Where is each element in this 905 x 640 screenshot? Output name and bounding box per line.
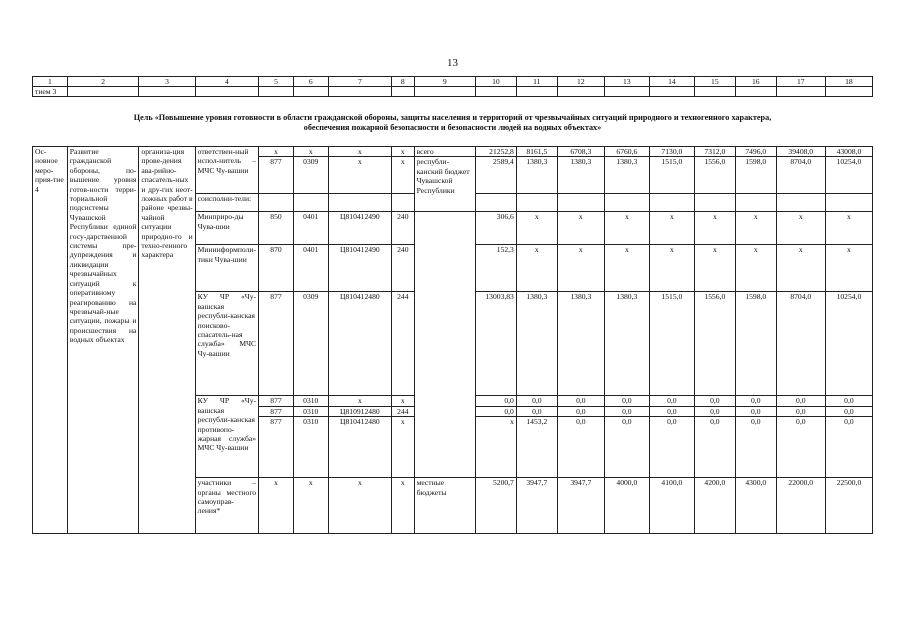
co-executors-label: соисполни-тели: [195,194,258,212]
column-number-row [33,77,873,87]
code-cell: Ц810412490 [328,245,391,292]
page-number: 13 [447,57,458,69]
value-cell: х [694,245,735,292]
code-cell: 240 [392,245,415,292]
value-cell: 4000,0 [604,478,649,534]
code-cell: Ц810412480 [328,292,391,396]
value-cell: 8704,0 [776,157,825,194]
code-cell: 244 [392,292,415,396]
value-cell: 0,0 [735,396,776,406]
value-cell: 21252,8 [475,147,516,157]
source-republic: республи-канский бюджет Чувашской Республики [414,157,475,212]
value-cell: х [604,245,649,292]
value-cell: 0,0 [735,406,776,416]
code-cell: Ц810412480 [328,417,391,478]
source-total: всего [414,147,475,157]
event-type: Ос-новное меро-прия-тие 4 [33,147,68,534]
code-cell: х [293,478,328,534]
code-cell: х [392,478,415,534]
value-cell: 43008,0 [825,147,872,157]
column-number: 1 [33,77,68,87]
value-cell: 22000,0 [776,478,825,534]
code-cell: 244 [392,406,415,416]
column-number: 2 [67,77,139,87]
value-cell: 10254,0 [825,157,872,194]
value-cell: 0,0 [557,396,604,406]
value-cell: х [735,212,776,245]
value-cell: х [649,245,694,292]
value-cell: 4200,0 [694,478,735,534]
value-cell: 1380,3 [604,157,649,194]
code-cell: 850 [259,212,294,245]
value-cell: 0,0 [516,396,557,406]
value-cell: 0,0 [604,406,649,416]
value-cell: 1598,0 [735,157,776,194]
value-cell: 1380,3 [604,292,649,396]
value-cell: 1453,2 [516,417,557,478]
value-cell: 1380,3 [557,157,604,194]
value-cell: 0,0 [825,406,872,416]
value-cell: 0,0 [694,406,735,416]
header-table [32,76,873,97]
column-number: 5 [259,77,294,87]
value-cell: х [649,212,694,245]
value-cell: 7496,0 [735,147,776,157]
value-cell: 39408,0 [776,147,825,157]
value-cell: х [825,212,872,245]
value-cell: 0,0 [475,396,516,406]
code-cell: 0310 [293,406,328,416]
value-cell: 1515,0 [649,292,694,396]
value-cell: 1556,0 [694,157,735,194]
value-cell: 0,0 [649,406,694,416]
value-cell: 13003,83 [475,292,516,396]
column-number: 14 [649,77,694,87]
main-table [32,146,873,534]
value-cell: 8704,0 [776,292,825,396]
value-cell: х [776,245,825,292]
source-local: местные бюджеты [414,478,475,534]
value-cell: 0,0 [516,406,557,416]
value-cell: 1598,0 [735,292,776,396]
value-cell: х [735,245,776,292]
value-cell: 5200,7 [475,478,516,534]
code-cell: 0310 [293,396,328,406]
code-cell: 0401 [293,245,328,292]
participants-local: участники – органы местного самоуправ-ления* [195,478,258,534]
value-cell: 152,3 [475,245,516,292]
goal-heading [32,113,873,133]
value-cell: 7312,0 [694,147,735,157]
value-cell: 1380,3 [557,292,604,396]
value-cell: 4300,0 [735,478,776,534]
value-cell: 0,0 [604,417,649,478]
value-cell: 6760,6 [604,147,649,157]
value-cell: 3947,7 [516,478,557,534]
code-cell: 877 [259,417,294,478]
column-number: 17 [776,77,825,87]
value-cell: 1380,3 [516,157,557,194]
value-cell: 0,0 [649,417,694,478]
code-cell: 240 [392,212,415,245]
column-number: 10 [475,77,516,87]
column-number: 7 [328,77,391,87]
value-cell: 8161,5 [516,147,557,157]
code-cell: х [392,417,415,478]
responsible-executor: ответствен-ный испол-нитель – МЧС Чу-вашии [195,147,258,194]
value-cell: 6708,3 [557,147,604,157]
code-cell: 877 [259,292,294,396]
goal-line-2: обеспечения пожарной безопасности и безопасности людей на водных объектах» [303,123,602,132]
code-cell: х [328,396,391,406]
column-number: 8 [392,77,415,87]
value-cell: 0,0 [735,417,776,478]
value-cell: 306,6 [475,212,516,245]
value-cell: 0,0 [776,406,825,416]
value-cell: 3947,7 [557,478,604,534]
code-cell: 0401 [293,212,328,245]
goal-line-1: Цель «Повышение уровня готовности в области гражданской обороны, защиты населения и территорий от чрезвычайных ситуаций природного и техногенного характера, [133,113,772,122]
event-name: Развитие гражданской обороны, по-вышение уровня готов-ности терри-ториальной подсистемы Чувашской Республики единой госу-дарственной системы пре-дупреждения и ликвидации чрезвычайных ситуаций к оперативному реагированию на чрезвычай-ные ситуации, пожары и происшествия на водных объектах [67,147,139,534]
code-cell: Ц810412490 [328,212,391,245]
value-cell: 0,0 [825,396,872,406]
column-number: 13 [604,77,649,87]
column-number: 6 [293,77,328,87]
continuation-row [33,87,873,97]
value-cell: х [516,212,557,245]
code-cell: х [392,396,415,406]
value-cell: 22500,0 [825,478,872,534]
code-cell: х [293,147,328,157]
continuation-text: тием 3 [33,87,68,97]
executor-mininform: Мининформполи-тики Чува-шии [195,245,258,292]
column-number: 18 [825,77,872,87]
value-cell: х [776,212,825,245]
code-cell: 870 [259,245,294,292]
value-cell: 7130,0 [649,147,694,157]
column-number: 12 [557,77,604,87]
value-cell: 0,0 [475,406,516,416]
value-cell: 0,0 [604,396,649,406]
code-cell: х [328,478,391,534]
code-cell: х [392,157,415,194]
executor-ku-pss: КУ ЧР «Чу-вашская республи-канская поисково-спасатель-ная служба» МЧС Чу-вашии [195,292,258,396]
column-number: 9 [414,77,475,87]
value-cell: 1556,0 [694,292,735,396]
executor-minpriroda: Минприро-ды Чува-шии [195,212,258,245]
column-number: 11 [516,77,557,87]
code-cell: Ц810912480 [328,406,391,416]
value-cell: 1380,3 [516,292,557,396]
table-row [33,147,873,157]
value-cell: х [604,212,649,245]
executor-ku-pps: КУ ЧР «Чу-вашская республи-канская противопо-жарная служба» МЧС Чу-вашии [195,396,258,478]
column-number: 3 [139,77,195,87]
code-cell: 0310 [293,417,328,478]
value-cell: 0,0 [776,396,825,406]
value-cell: х [825,245,872,292]
column-number: 16 [735,77,776,87]
code-cell: х [328,147,391,157]
value-cell: 0,0 [694,396,735,406]
value-cell: 10254,0 [825,292,872,396]
code-cell: х [328,157,391,194]
value-cell: х [557,245,604,292]
code-cell: х [392,147,415,157]
value-cell: х [557,212,604,245]
value-cell: 4100,0 [649,478,694,534]
value-cell: 0,0 [557,417,604,478]
code-cell: 0309 [293,157,328,194]
value-cell: 0,0 [649,396,694,406]
value-cell: х [516,245,557,292]
value-cell: 1515,0 [649,157,694,194]
event-task: организа-ция прове-дения ава-рийно-спасатель-ных и дру-гих неот-ложных работ в районе чрезвы-чайной ситуации природно-го и техно-генного характера [139,147,195,534]
column-number: 4 [195,77,258,87]
value-cell: 2589,4 [475,157,516,194]
value-cell: 0,0 [694,417,735,478]
code-cell: 0309 [293,292,328,396]
value-cell: 0,0 [776,417,825,478]
value-cell: 0,0 [825,417,872,478]
code-cell: 877 [259,157,294,194]
value-cell: х [694,212,735,245]
value-cell: х [475,417,516,478]
value-cell: 0,0 [557,406,604,416]
code-cell: х [259,147,294,157]
column-number: 15 [694,77,735,87]
code-cell: 877 [259,406,294,416]
code-cell: х [259,478,294,534]
code-cell: 877 [259,396,294,406]
